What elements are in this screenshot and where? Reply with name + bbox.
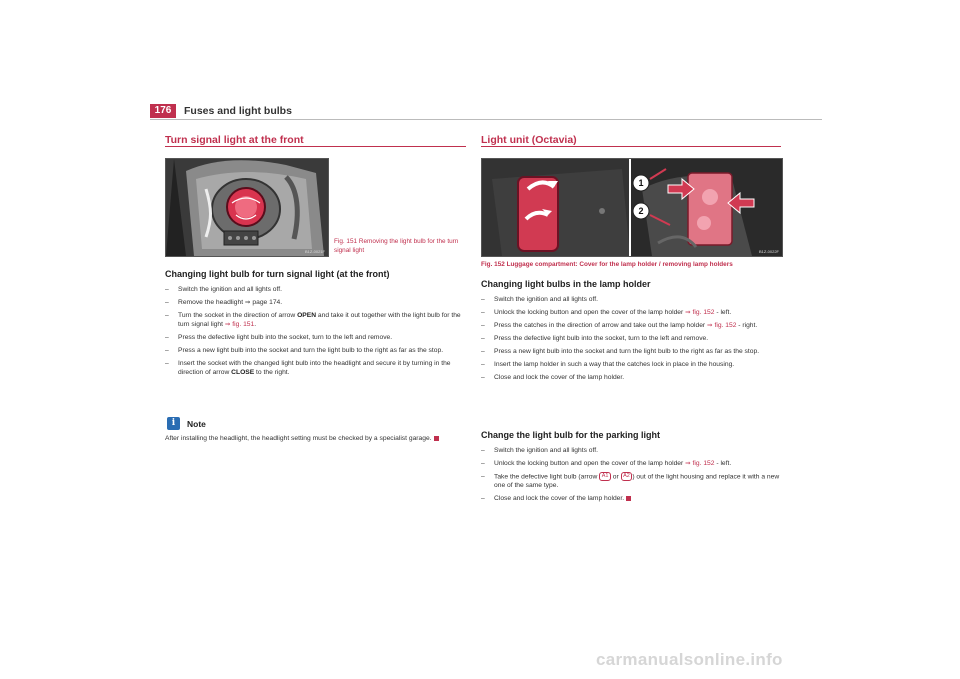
figure-id: B1Z-0021F [304,249,325,254]
subheading-turn-signal: Changing light bulb for turn signal light (at the front) [165,269,390,279]
subheading-lamp-holder: Changing light bulbs in the lamp holder [481,279,651,289]
step-item: – Press the catches in the direction of arrow and take out the lamp holder ⇒ fig. 152 - right. [481,321,783,330]
note-text: After installing the headlight, the headlight setting must be checked by a specialist garage. [165,434,467,443]
step-item: – Press the defective light bulb into the socket, turn to the left and remove. [481,334,783,343]
figure-152-caption: Fig. 152 Luggage compartment: Cover for the lamp holder / removing lamp holders [481,261,733,268]
section-rule [481,146,781,147]
step-item: – Turn the socket in the direction of arrow OPEN and take it out together with the light bulb for the turn signal light ⇒ fig. 151. [165,311,467,329]
headlight-illustration [166,159,328,256]
watermark: carmanualsonline.info [596,650,783,669]
callout-2: 2 [638,206,644,216]
step-item: – Close and lock the cover of the lamp holder. [481,373,783,382]
info-icon: i [167,417,180,430]
step-item: – Unlock the locking button and open the cover of the lamp holder ⇒ fig. 152 - left. [481,308,783,317]
step-item: – Press the defective light bulb into the socket, turn to the left and remove. [165,333,467,342]
end-mark-icon [434,436,439,441]
figure-151-image [165,158,329,257]
running-title: Fuses and light bulbs [184,105,292,117]
figure-ref-link[interactable]: ⇒ fig. 152 [707,322,737,329]
step-item: – Unlock the locking button and open the cover of the lamp holder ⇒ fig. 152 - left. [481,459,783,468]
step-item: – Switch the ignition and all lights off. [165,285,467,294]
callout-a2: A2 [621,472,633,481]
header-rule [150,119,822,120]
step-item: – Switch the ignition and all lights off. [481,446,783,455]
callout-1: 1 [638,178,644,188]
step-item: – Remove the headlight ⇒ page 174. [165,298,467,307]
step-item: – Insert the socket with the changed light bulb into the headlight and secure it by turning in the direction of arrow CLOSE to the right. [165,359,467,377]
step-item: – Press a new light bulb into the socket and turn the light bulb to the right as far as the stop. [481,347,783,356]
step-item: – Press a new light bulb into the socket and turn the light bulb to the right as far as the stop. [165,346,467,355]
end-mark-icon [626,496,631,501]
steps-turn-signal [165,285,467,381]
figure-152-image [481,158,783,257]
step-item: – Take the defective light bulb (arrow A1 or A2 ) out of the light housing and replace it with a new one of the same type. [481,472,783,490]
callout-a1: A1 [599,472,611,481]
page-number: 176 [150,104,176,118]
figure-id: B1Z-0022F [758,249,779,254]
luggage-compartment-illustration [482,159,782,256]
step-item: – Switch the ignition and all lights off. [481,295,783,304]
section-rule [165,146,466,147]
section-title-turn-signal: Turn signal light at the front [165,134,304,146]
step-item: – Insert the lamp holder in such a way that the catches lock in place in the housing. [481,360,783,369]
figure-151-caption: Fig. 151 Removing the light bulb for the turn signal light [334,238,459,254]
steps-lamp-holder [481,295,783,386]
figure-ref-link[interactable]: ⇒ fig. 152 [685,309,715,316]
figure-ref-link[interactable]: ⇒ fig. 151 [224,321,255,328]
figure-ref-link[interactable]: ⇒ fig. 152 [685,460,715,467]
steps-parking-light [481,446,783,507]
step-item: – Close and lock the cover of the lamp holder. [481,494,783,503]
note-title: Note [187,419,206,429]
section-title-light-unit: Light unit (Octavia) [481,134,577,146]
subheading-parking-light: Change the light bulb for the parking light [481,430,660,440]
